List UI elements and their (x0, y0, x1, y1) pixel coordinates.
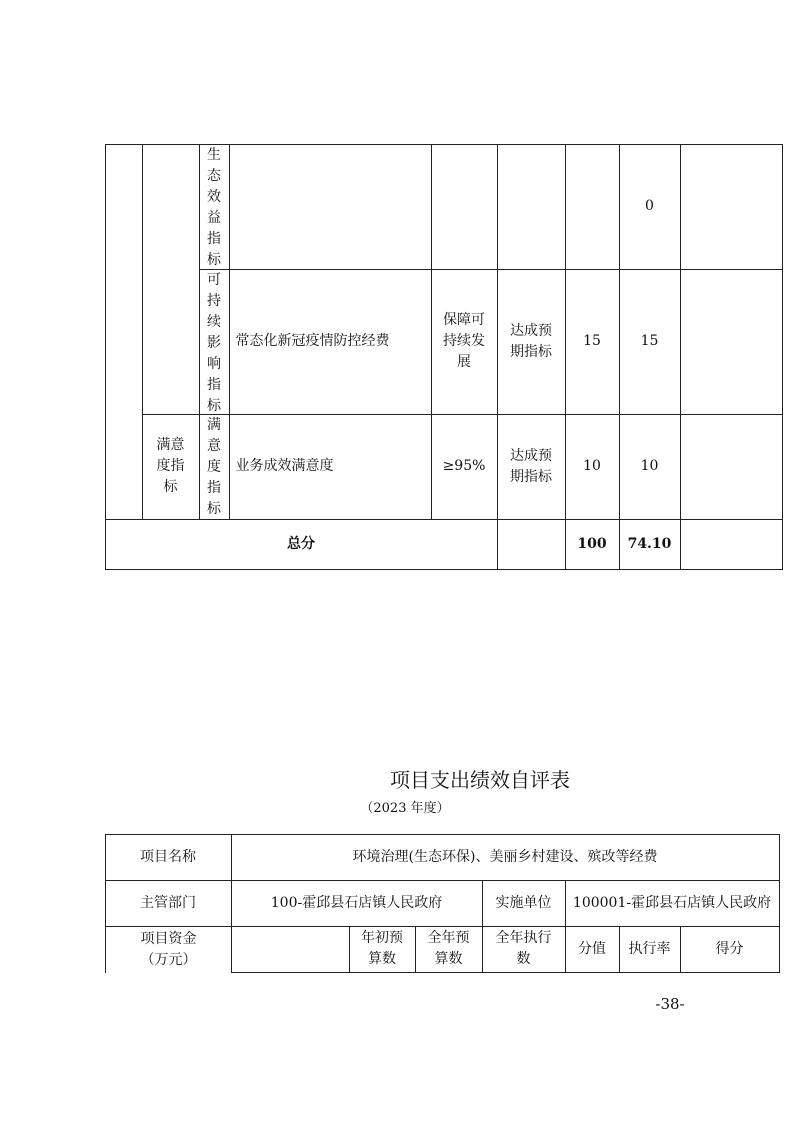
page-number: -38- (655, 995, 685, 1013)
table-cell-indicator: 业务成效满意度 (229, 414, 432, 520)
table-cell-target: ≥95% (431, 414, 498, 520)
total-note (680, 519, 783, 570)
table-cell-indicator: 常态化新冠疫情防控经费 (229, 269, 432, 415)
unit: 100001-霍邱县石店镇人民政府 (565, 880, 780, 927)
table-cell-score: 0 (619, 144, 681, 270)
dept-label: 主管部门 (105, 880, 232, 927)
project-name: 环境治理(生态环保)、美丽乡村建设、殡改等经费 (231, 834, 780, 881)
table-cell-level3: 可持续影响指标 (199, 269, 230, 415)
table-cell-level3: 满意度指标 (199, 414, 230, 520)
total-empty (497, 519, 566, 570)
table-cell-weight (565, 144, 620, 270)
header-score: 得分 (680, 926, 780, 973)
table-cell-note (680, 269, 783, 415)
form-title: 项目支出绩效自评表 (390, 768, 570, 792)
table-cell-weight: 10 (565, 414, 620, 520)
table-cell-weight: 15 (565, 269, 620, 415)
unit-label: 实施单位 (482, 880, 566, 927)
table-cell-target (431, 144, 498, 270)
project-name-label: 项目名称 (105, 834, 232, 881)
table-cell-level2 (142, 144, 200, 415)
table-cell-level1 (105, 144, 143, 520)
header-annual-budget: 全年预算数 (415, 926, 483, 973)
total-score: 74.10 (619, 519, 681, 570)
table-cell-note (680, 414, 783, 520)
table-cell-score: 15 (619, 269, 681, 415)
dept: 100-霍邱县石店镇人民政府 (231, 880, 483, 927)
header-weight: 分值 (565, 926, 620, 973)
table-cell-note (680, 144, 783, 270)
table-cell-actual (497, 144, 566, 270)
header-initial-budget: 年初预算数 (349, 926, 416, 973)
table-cell-level3: 生态效益指标 (199, 144, 230, 270)
funds-label: 项目资金（万元） (105, 926, 232, 973)
table-cell-actual: 达成预期指标 (497, 269, 566, 415)
table-cell-target: 保障可持续发展 (431, 269, 498, 415)
funds-empty (231, 926, 350, 973)
table-cell-actual: 达成预期指标 (497, 414, 566, 520)
total-label: 总分 (105, 519, 498, 570)
header-annual-executed: 全年执行数 (482, 926, 566, 973)
table-cell-score: 10 (619, 414, 681, 520)
total-weight: 100 (565, 519, 620, 570)
header-execution-rate: 执行率 (619, 926, 681, 973)
table-cell-level2: 满意度指标 (142, 414, 200, 520)
form-year: （2023 年度） (360, 801, 450, 816)
table-cell-indicator (229, 144, 432, 270)
